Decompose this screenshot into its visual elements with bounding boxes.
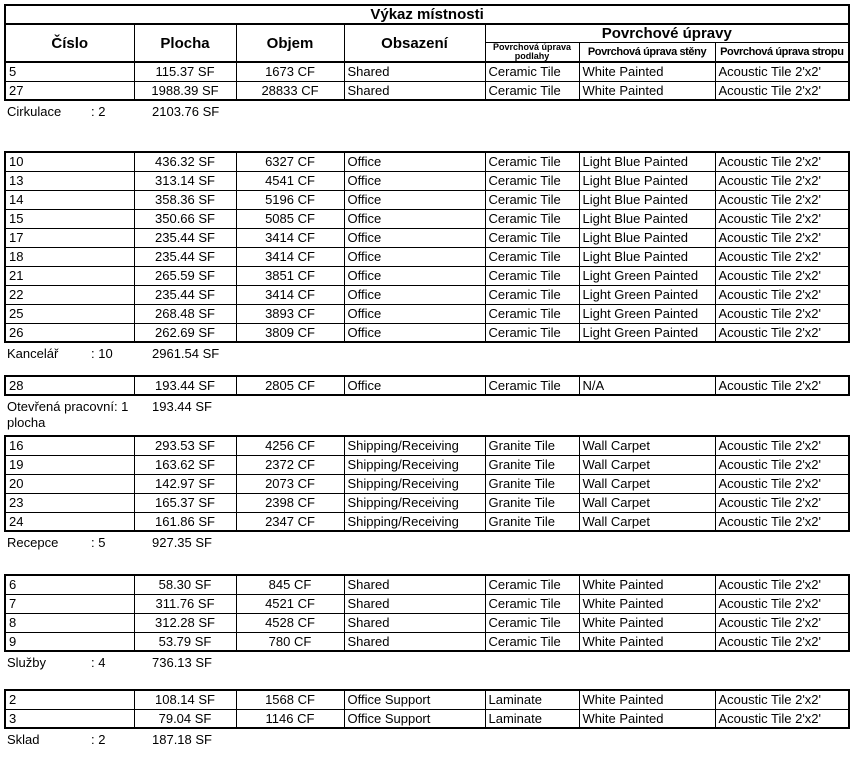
table-row (5, 285, 849, 304)
cell-objem: 2347 CF (236, 512, 344, 531)
cell-objem: 2372 CF (236, 455, 344, 474)
cell-obsazeni: Shared (344, 81, 485, 100)
cell-plocha: 108.14 SF (134, 690, 236, 709)
cell-plocha: 115.37 SF (134, 62, 236, 81)
footer-group-count: : 4 (91, 655, 106, 670)
footer-group-count: : 5 (91, 535, 106, 550)
cell-stropu: Acoustic Tile 2'x2' (715, 493, 849, 512)
cell-plocha: 312.28 SF (134, 613, 236, 632)
cell-steny: Light Green Painted (579, 266, 715, 285)
table-row (5, 709, 849, 728)
cell-stropu: Acoustic Tile 2'x2' (715, 575, 849, 594)
cell-cislo: 28 (5, 376, 134, 395)
cell-podlahy: Ceramic Tile (485, 285, 579, 304)
cell-plocha: 163.62 SF (134, 455, 236, 474)
cell-cislo: 5 (5, 62, 134, 81)
cell-plocha: 235.44 SF (134, 228, 236, 247)
cell-plocha: 235.44 SF (134, 247, 236, 266)
cell-steny: White Painted (579, 81, 715, 100)
cell-podlahy: Granite Tile (485, 493, 579, 512)
table-row (5, 209, 849, 228)
cell-podlahy: Ceramic Tile (485, 171, 579, 190)
cell-objem: 1673 CF (236, 62, 344, 81)
table-row (5, 228, 849, 247)
cell-cislo: 23 (5, 493, 134, 512)
cell-cislo: 24 (5, 512, 134, 531)
cell-plocha: 165.37 SF (134, 493, 236, 512)
table-row (5, 455, 849, 474)
cell-podlahy: Ceramic Tile (485, 247, 579, 266)
schedule-section (4, 689, 852, 748)
cell-objem: 3809 CF (236, 323, 344, 342)
schedule-header (5, 5, 849, 62)
section-footer (4, 532, 852, 551)
cell-stropu: Acoustic Tile 2'x2' (715, 190, 849, 209)
footer-group-total: 927.35 SF (152, 535, 212, 550)
cell-podlahy: Ceramic Tile (485, 376, 579, 395)
column-group-header-povrchove-upravy: Povrchové úpravy (485, 24, 849, 43)
table-row (5, 323, 849, 342)
column-header-stropu: Povrchová úprava stropu (715, 43, 849, 63)
cell-cislo: 17 (5, 228, 134, 247)
table-row (5, 613, 849, 632)
section-rows (5, 376, 849, 395)
table-row (5, 304, 849, 323)
cell-plocha: 235.44 SF (134, 285, 236, 304)
cell-plocha: 58.30 SF (134, 575, 236, 594)
cell-podlahy: Ceramic Tile (485, 575, 579, 594)
cell-stropu: Acoustic Tile 2'x2' (715, 709, 849, 728)
cell-cislo: 19 (5, 455, 134, 474)
column-header-objem: Objem (236, 24, 344, 62)
footer-group-name: Cirkulace (7, 104, 62, 119)
cell-plocha: 1988.39 SF (134, 81, 236, 100)
cell-stropu: Acoustic Tile 2'x2' (715, 690, 849, 709)
cell-podlahy: Ceramic Tile (485, 209, 579, 228)
column-header-podlahy: Povrchová úprava podlahy (485, 43, 579, 63)
cell-obsazeni: Office (344, 247, 485, 266)
footer-group-count: : 1 (113, 399, 129, 414)
cell-podlahy: Laminate (485, 690, 579, 709)
table-row (5, 474, 849, 493)
cell-podlahy: Ceramic Tile (485, 304, 579, 323)
cell-podlahy: Granite Tile (485, 474, 579, 493)
section-footer (4, 652, 852, 671)
cell-plocha: 53.79 SF (134, 632, 236, 651)
cell-steny: White Painted (579, 613, 715, 632)
table-row (5, 247, 849, 266)
cell-podlahy: Ceramic Tile (485, 632, 579, 651)
section-footer (4, 396, 852, 431)
cell-stropu: Acoustic Tile 2'x2' (715, 247, 849, 266)
cell-podlahy: Laminate (485, 709, 579, 728)
table-row (5, 575, 849, 594)
cell-steny: N/A (579, 376, 715, 395)
section-footer (4, 343, 852, 362)
cell-cislo: 26 (5, 323, 134, 342)
cell-cislo: 7 (5, 594, 134, 613)
cell-stropu: Acoustic Tile 2'x2' (715, 285, 849, 304)
cell-steny: Light Blue Painted (579, 152, 715, 171)
cell-stropu: Acoustic Tile 2'x2' (715, 228, 849, 247)
cell-stropu: Acoustic Tile 2'x2' (715, 266, 849, 285)
cell-obsazeni: Shared (344, 594, 485, 613)
table-row (5, 62, 849, 81)
footer-group-count: : 2 (91, 732, 106, 747)
cell-stropu: Acoustic Tile 2'x2' (715, 632, 849, 651)
footer-group-count: : 2 (91, 104, 106, 119)
footer-group-name-line2: plocha (7, 415, 46, 430)
table-row (5, 266, 849, 285)
cell-plocha: 311.76 SF (134, 594, 236, 613)
cell-stropu: Acoustic Tile 2'x2' (715, 152, 849, 171)
cell-obsazeni: Shared (344, 613, 485, 632)
cell-obsazeni: Shipping/Receiving (344, 436, 485, 455)
cell-podlahy: Ceramic Tile (485, 323, 579, 342)
cell-cislo: 18 (5, 247, 134, 266)
section-footer (4, 101, 852, 120)
cell-steny: White Painted (579, 632, 715, 651)
footer-group-total: 2961.54 SF (152, 346, 220, 361)
table-row (5, 81, 849, 100)
cell-podlahy: Ceramic Tile (485, 613, 579, 632)
cell-obsazeni: Shipping/Receiving (344, 474, 485, 493)
cell-cislo: 16 (5, 436, 134, 455)
cell-obsazeni: Office (344, 152, 485, 171)
schedule-section-table (4, 375, 850, 396)
cell-steny: Light Blue Painted (579, 228, 715, 247)
schedule-section (4, 435, 852, 551)
cell-steny: Light Green Painted (579, 323, 715, 342)
cell-cislo: 8 (5, 613, 134, 632)
cell-podlahy: Ceramic Tile (485, 62, 579, 81)
section-footer (4, 729, 852, 748)
table-row (5, 190, 849, 209)
cell-objem: 6327 CF (236, 152, 344, 171)
cell-podlahy: Ceramic Tile (485, 266, 579, 285)
cell-obsazeni: Office (344, 285, 485, 304)
cell-podlahy: Ceramic Tile (485, 190, 579, 209)
table-row (5, 690, 849, 709)
cell-stropu: Acoustic Tile 2'x2' (715, 171, 849, 190)
cell-podlahy: Ceramic Tile (485, 594, 579, 613)
cell-plocha: 313.14 SF (134, 171, 236, 190)
cell-steny: White Painted (579, 709, 715, 728)
cell-objem: 4541 CF (236, 171, 344, 190)
cell-steny: White Painted (579, 575, 715, 594)
footer-group-total: 193.44 SF (152, 399, 212, 414)
cell-obsazeni: Shared (344, 632, 485, 651)
cell-objem: 5196 CF (236, 190, 344, 209)
schedule-section-table (4, 151, 850, 343)
cell-steny: Light Blue Painted (579, 171, 715, 190)
cell-steny: Light Blue Painted (579, 209, 715, 228)
cell-steny: Wall Carpet (579, 455, 715, 474)
schedule-section (4, 4, 852, 120)
cell-objem: 4521 CF (236, 594, 344, 613)
cell-objem: 3414 CF (236, 228, 344, 247)
cell-stropu: Acoustic Tile 2'x2' (715, 209, 849, 228)
cell-stropu: Acoustic Tile 2'x2' (715, 436, 849, 455)
cell-obsazeni: Shared (344, 575, 485, 594)
cell-steny: Wall Carpet (579, 493, 715, 512)
footer-group-total: 187.18 SF (152, 732, 212, 747)
column-header-steny: Povrchová úprava stěny (579, 43, 715, 63)
cell-cislo: 2 (5, 690, 134, 709)
cell-cislo: 21 (5, 266, 134, 285)
section-rows (5, 62, 849, 100)
cell-plocha: 358.36 SF (134, 190, 236, 209)
column-header-cislo: Číslo (5, 24, 134, 62)
table-row (5, 632, 849, 651)
cell-stropu: Acoustic Tile 2'x2' (715, 376, 849, 395)
cell-stropu: Acoustic Tile 2'x2' (715, 304, 849, 323)
cell-plocha: 350.66 SF (134, 209, 236, 228)
cell-stropu: Acoustic Tile 2'x2' (715, 613, 849, 632)
cell-obsazeni: Shipping/Receiving (344, 493, 485, 512)
cell-cislo: 20 (5, 474, 134, 493)
cell-objem: 28833 CF (236, 81, 344, 100)
footer-group-total: 736.13 SF (152, 655, 212, 670)
cell-cislo: 10 (5, 152, 134, 171)
cell-objem: 3851 CF (236, 266, 344, 285)
cell-podlahy: Granite Tile (485, 512, 579, 531)
cell-plocha: 79.04 SF (134, 709, 236, 728)
cell-podlahy: Ceramic Tile (485, 81, 579, 100)
cell-objem: 3414 CF (236, 247, 344, 266)
schedule-title: Výkaz místnosti (5, 5, 849, 24)
schedule-section-table (4, 689, 850, 729)
cell-plocha: 262.69 SF (134, 323, 236, 342)
cell-podlahy: Ceramic Tile (485, 152, 579, 171)
cell-podlahy: Granite Tile (485, 436, 579, 455)
schedule-section-table (4, 435, 850, 532)
cell-steny: White Painted (579, 62, 715, 81)
section-rows (5, 575, 849, 651)
footer-group-name: Služby (7, 655, 47, 670)
table-row (5, 171, 849, 190)
cell-obsazeni: Office Support (344, 690, 485, 709)
section-rows (5, 690, 849, 728)
cell-obsazeni: Office (344, 323, 485, 342)
cell-stropu: Acoustic Tile 2'x2' (715, 474, 849, 493)
cell-objem: 4256 CF (236, 436, 344, 455)
footer-group-name: Otevřená pracovní (7, 399, 114, 414)
cell-obsazeni: Office (344, 171, 485, 190)
footer-group-name: Kancelář (7, 346, 59, 361)
cell-plocha: 265.59 SF (134, 266, 236, 285)
cell-cislo: 9 (5, 632, 134, 651)
table-row (5, 594, 849, 613)
cell-steny: Light Blue Painted (579, 247, 715, 266)
cell-plocha: 142.97 SF (134, 474, 236, 493)
cell-podlahy: Granite Tile (485, 455, 579, 474)
cell-steny: Wall Carpet (579, 474, 715, 493)
cell-objem: 845 CF (236, 575, 344, 594)
cell-cislo: 15 (5, 209, 134, 228)
cell-obsazeni: Office (344, 228, 485, 247)
cell-obsazeni: Office (344, 304, 485, 323)
cell-stropu: Acoustic Tile 2'x2' (715, 62, 849, 81)
footer-group-count: : 10 (91, 346, 113, 361)
table-row (5, 152, 849, 171)
section-rows (5, 152, 849, 342)
cell-podlahy: Ceramic Tile (485, 228, 579, 247)
cell-plocha: 193.44 SF (134, 376, 236, 395)
cell-stropu: Acoustic Tile 2'x2' (715, 81, 849, 100)
cell-objem: 5085 CF (236, 209, 344, 228)
cell-cislo: 22 (5, 285, 134, 304)
cell-objem: 3893 CF (236, 304, 344, 323)
cell-steny: White Painted (579, 594, 715, 613)
cell-stropu: Acoustic Tile 2'x2' (715, 455, 849, 474)
cell-objem: 2398 CF (236, 493, 344, 512)
cell-obsazeni: Shipping/Receiving (344, 512, 485, 531)
schedule-section (4, 574, 852, 671)
cell-steny: Light Blue Painted (579, 190, 715, 209)
cell-steny: Light Green Painted (579, 304, 715, 323)
cell-stropu: Acoustic Tile 2'x2' (715, 512, 849, 531)
cell-cislo: 13 (5, 171, 134, 190)
cell-plocha: 268.48 SF (134, 304, 236, 323)
cell-objem: 2073 CF (236, 474, 344, 493)
footer-group-name: Recepce (7, 535, 59, 550)
cell-obsazeni: Office (344, 266, 485, 285)
table-row (5, 376, 849, 395)
footer-group-total: 2103.76 SF (152, 104, 220, 119)
cell-steny: Wall Carpet (579, 436, 715, 455)
cell-obsazeni: Office (344, 190, 485, 209)
table-row (5, 493, 849, 512)
cell-cislo: 27 (5, 81, 134, 100)
schedule-section (4, 151, 852, 362)
schedule-section (4, 375, 852, 431)
cell-plocha: 293.53 SF (134, 436, 236, 455)
cell-stropu: Acoustic Tile 2'x2' (715, 323, 849, 342)
cell-obsazeni: Office (344, 376, 485, 395)
table-row (5, 512, 849, 531)
table-row (5, 436, 849, 455)
cell-cislo: 25 (5, 304, 134, 323)
cell-cislo: 14 (5, 190, 134, 209)
cell-obsazeni: Office (344, 209, 485, 228)
cell-objem: 1146 CF (236, 709, 344, 728)
cell-obsazeni: Office Support (344, 709, 485, 728)
cell-objem: 1568 CF (236, 690, 344, 709)
column-header-obsazeni: Obsazení (344, 24, 485, 62)
cell-steny: White Painted (579, 690, 715, 709)
cell-steny: Wall Carpet (579, 512, 715, 531)
cell-cislo: 3 (5, 709, 134, 728)
cell-objem: 2805 CF (236, 376, 344, 395)
cell-plocha: 161.86 SF (134, 512, 236, 531)
cell-stropu: Acoustic Tile 2'x2' (715, 594, 849, 613)
cell-cislo: 6 (5, 575, 134, 594)
cell-obsazeni: Shipping/Receiving (344, 455, 485, 474)
schedule-section-table (4, 4, 850, 101)
cell-objem: 4528 CF (236, 613, 344, 632)
footer-group-name: Sklad (7, 732, 40, 747)
cell-obsazeni: Shared (344, 62, 485, 81)
column-header-plocha: Plocha (134, 24, 236, 62)
schedule-section-table (4, 574, 850, 652)
section-rows (5, 436, 849, 531)
cell-plocha: 436.32 SF (134, 152, 236, 171)
cell-objem: 3414 CF (236, 285, 344, 304)
cell-steny: Light Green Painted (579, 285, 715, 304)
cell-objem: 780 CF (236, 632, 344, 651)
